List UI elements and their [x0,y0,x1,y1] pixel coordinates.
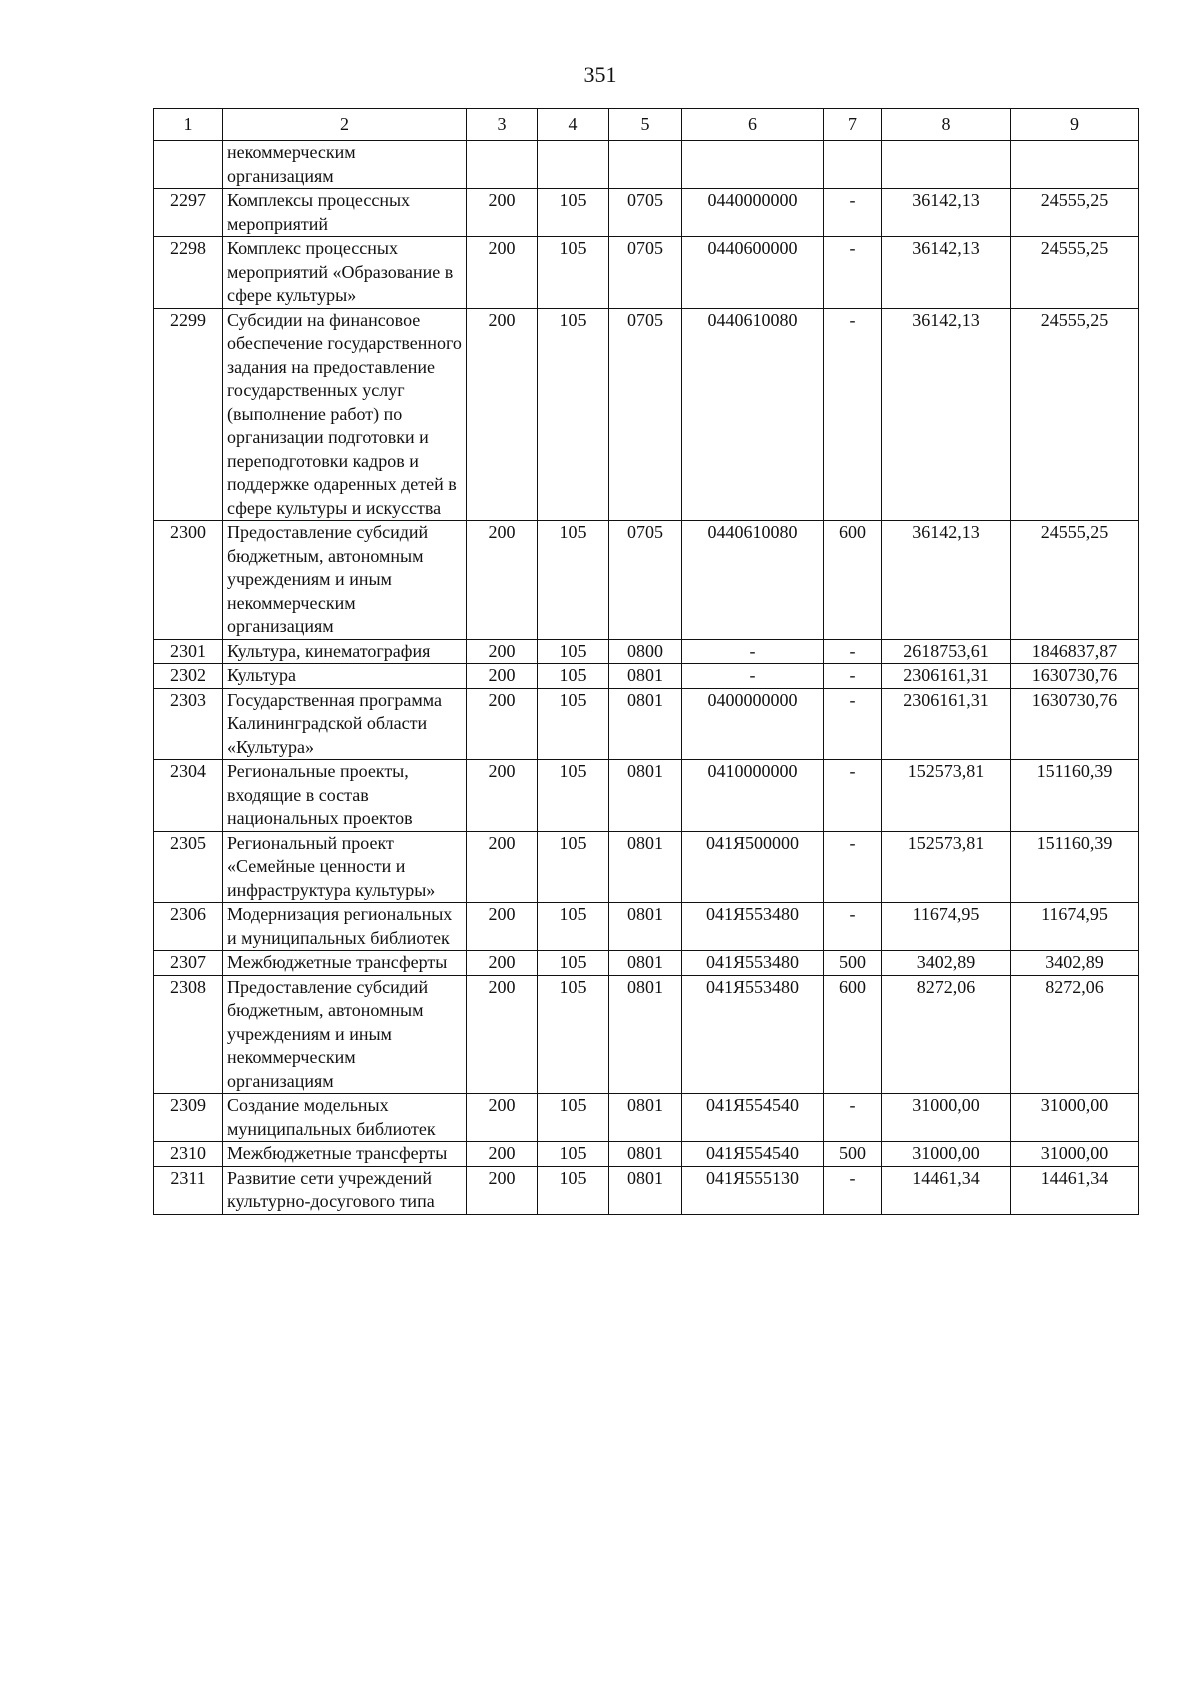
code-col-3: 200 [467,664,538,689]
section-code: 0801 [609,760,682,832]
section-code [609,141,682,189]
item-name: Культура [223,664,467,689]
amount-col-8: 3402,89 [882,951,1011,976]
expense-type: - [824,760,882,832]
code-col-4: 105 [538,189,609,237]
amount-col-9 [1011,141,1139,189]
amount-col-8: 11674,95 [882,903,1011,951]
expense-type: - [824,664,882,689]
amount-col-9: 24555,25 [1011,308,1139,521]
code-col-3: 200 [467,1166,538,1214]
table-row [154,664,1139,689]
table-row [154,521,1139,640]
item-name: Субсидии на финансовое обеспечение государственного задания на предоставление государственных услуг (выполнение работ) по организации подготовки и переподготовки кадров и поддержке одаренных детей в сфере культуры и искусства [223,308,467,521]
code-col-3: 200 [467,237,538,309]
item-name: некоммерческим организациям [223,141,467,189]
expense-type: - [824,831,882,903]
code-col-3: 200 [467,688,538,760]
amount-col-8: 2618753,61 [882,639,1011,664]
page-number: 351 [583,62,617,87]
item-name: Межбюджетные трансферты [223,1142,467,1167]
code-col-4: 105 [538,688,609,760]
section-code: 0800 [609,639,682,664]
code-col-4: 105 [538,521,609,640]
section-code: 0801 [609,1166,682,1214]
row-number: 2311 [154,1166,223,1214]
amount-col-8: 152573,81 [882,760,1011,832]
code-col-4 [538,141,609,189]
code-col-3: 200 [467,903,538,951]
amount-col-9: 151160,39 [1011,760,1139,832]
expense-type: - [824,1094,882,1142]
code-col-4: 105 [538,760,609,832]
code-col-4: 105 [538,308,609,521]
expense-type: - [824,1166,882,1214]
amount-col-8: 152573,81 [882,831,1011,903]
target-article: 0440610080 [682,521,824,640]
table-row [154,141,1139,189]
amount-col-8: 36142,13 [882,237,1011,309]
target-article [682,141,824,189]
expense-type: - [824,308,882,521]
target-article: 041Я554540 [682,1142,824,1167]
expense-type [824,141,882,189]
target-article: 0440000000 [682,189,824,237]
amount-col-9: 24555,25 [1011,189,1139,237]
code-col-3: 200 [467,831,538,903]
table-row [154,975,1139,1094]
table-row [154,688,1139,760]
table-row [154,760,1139,832]
table-row [154,831,1139,903]
header-cell-2: 2 [223,109,467,141]
header-cell-6: 6 [682,109,824,141]
target-article: 0440610080 [682,308,824,521]
amount-col-9: 1630730,76 [1011,664,1139,689]
expense-type: 500 [824,951,882,976]
code-col-3: 200 [467,951,538,976]
table-row [154,308,1139,521]
code-col-3: 200 [467,189,538,237]
table-row [154,903,1139,951]
header-cell-9: 9 [1011,109,1139,141]
code-col-3: 200 [467,1142,538,1167]
item-name: Предоставление субсидий бюджетным, автономным учреждениям и иным некоммерческим организациям [223,521,467,640]
expense-type: - [824,903,882,951]
section-code: 0705 [609,308,682,521]
code-col-3: 200 [467,760,538,832]
row-number: 2298 [154,237,223,309]
target-article: 041Я500000 [682,831,824,903]
expense-type: - [824,189,882,237]
code-col-4: 105 [538,1094,609,1142]
row-number: 2306 [154,903,223,951]
row-number: 2302 [154,664,223,689]
amount-col-8: 31000,00 [882,1142,1011,1167]
table-body [154,141,1139,1215]
code-col-3: 200 [467,308,538,521]
expense-type: 500 [824,1142,882,1167]
item-name: Комплексы процессных мероприятий [223,189,467,237]
row-number: 2310 [154,1142,223,1167]
item-name: Модернизация региональных и муниципальных библиотек [223,903,467,951]
target-article: 041Я555130 [682,1166,824,1214]
code-col-4: 105 [538,975,609,1094]
amount-col-8: 2306161,31 [882,664,1011,689]
section-code: 0801 [609,1142,682,1167]
section-code: 0705 [609,189,682,237]
code-col-4: 105 [538,831,609,903]
amount-col-9: 24555,25 [1011,521,1139,640]
item-name: Предоставление субсидий бюджетным, автономным учреждениям и иным некоммерческим организациям [223,975,467,1094]
section-code: 0801 [609,903,682,951]
section-code: 0801 [609,975,682,1094]
code-col-4: 105 [538,903,609,951]
amount-col-9: 11674,95 [1011,903,1139,951]
budget-table [153,108,1139,1215]
code-col-3: 200 [467,975,538,1094]
amount-col-9: 3402,89 [1011,951,1139,976]
item-name: Межбюджетные трансферты [223,951,467,976]
target-article: 0410000000 [682,760,824,832]
row-number [154,141,223,189]
code-col-4: 105 [538,664,609,689]
target-article: 041Я553480 [682,951,824,976]
amount-col-8: 36142,13 [882,308,1011,521]
code-col-3: 200 [467,521,538,640]
section-code: 0801 [609,831,682,903]
section-code: 0801 [609,664,682,689]
target-article: - [682,639,824,664]
code-col-3 [467,141,538,189]
table-row [154,1166,1139,1214]
amount-col-8: 31000,00 [882,1094,1011,1142]
table-row [154,237,1139,309]
code-col-3: 200 [467,1094,538,1142]
header-cell-5: 5 [609,109,682,141]
amount-col-9: 8272,06 [1011,975,1139,1094]
code-col-4: 105 [538,237,609,309]
item-name: Государственная программа Калининградской области «Культура» [223,688,467,760]
item-name: Региональный проект «Семейные ценности и инфраструктура культуры» [223,831,467,903]
expense-type: - [824,237,882,309]
expense-type: 600 [824,975,882,1094]
expense-type: - [824,639,882,664]
amount-col-9: 31000,00 [1011,1094,1139,1142]
amount-col-8: 36142,13 [882,521,1011,640]
amount-col-8: 2306161,31 [882,688,1011,760]
amount-col-8: 14461,34 [882,1166,1011,1214]
row-number: 2303 [154,688,223,760]
section-code: 0801 [609,688,682,760]
row-number: 2299 [154,308,223,521]
row-number: 2304 [154,760,223,832]
header-cell-3: 3 [467,109,538,141]
table-row [154,189,1139,237]
section-code: 0705 [609,521,682,640]
header-cell-1: 1 [154,109,223,141]
header-row [154,109,1139,141]
expense-type: 600 [824,521,882,640]
table-row [154,1142,1139,1167]
code-col-4: 105 [538,1142,609,1167]
item-name: Региональные проекты, входящие в состав национальных проектов [223,760,467,832]
section-code: 0801 [609,1094,682,1142]
code-col-4: 105 [538,951,609,976]
header-cell-4: 4 [538,109,609,141]
code-col-4: 105 [538,1166,609,1214]
expense-type: - [824,688,882,760]
target-article: 041Я553480 [682,903,824,951]
item-name: Создание модельных муниципальных библиотек [223,1094,467,1142]
section-code: 0801 [609,951,682,976]
header-cell-7: 7 [824,109,882,141]
code-col-3: 200 [467,639,538,664]
target-article: 0400000000 [682,688,824,760]
row-number: 2301 [154,639,223,664]
item-name: Комплекс процессных мероприятий «Образование в сфере культуры» [223,237,467,309]
amount-col-8 [882,141,1011,189]
table-row [154,951,1139,976]
row-number: 2297 [154,189,223,237]
table-row [154,1094,1139,1142]
amount-col-8: 8272,06 [882,975,1011,1094]
amount-col-9: 1630730,76 [1011,688,1139,760]
section-code: 0705 [609,237,682,309]
target-article: 041Я553480 [682,975,824,1094]
amount-col-9: 31000,00 [1011,1142,1139,1167]
item-name: Развитие сети учреждений культурно-досугового типа [223,1166,467,1214]
row-number: 2309 [154,1094,223,1142]
amount-col-9: 14461,34 [1011,1166,1139,1214]
target-article: 041Я554540 [682,1094,824,1142]
row-number: 2300 [154,521,223,640]
target-article: 0440600000 [682,237,824,309]
amount-col-9: 151160,39 [1011,831,1139,903]
amount-col-8: 36142,13 [882,189,1011,237]
row-number: 2308 [154,975,223,1094]
target-article: - [682,664,824,689]
table-row [154,639,1139,664]
item-name: Культура, кинематография [223,639,467,664]
row-number: 2307 [154,951,223,976]
amount-col-9: 24555,25 [1011,237,1139,309]
amount-col-9: 1846837,87 [1011,639,1139,664]
row-number: 2305 [154,831,223,903]
header-cell-8: 8 [882,109,1011,141]
code-col-4: 105 [538,639,609,664]
